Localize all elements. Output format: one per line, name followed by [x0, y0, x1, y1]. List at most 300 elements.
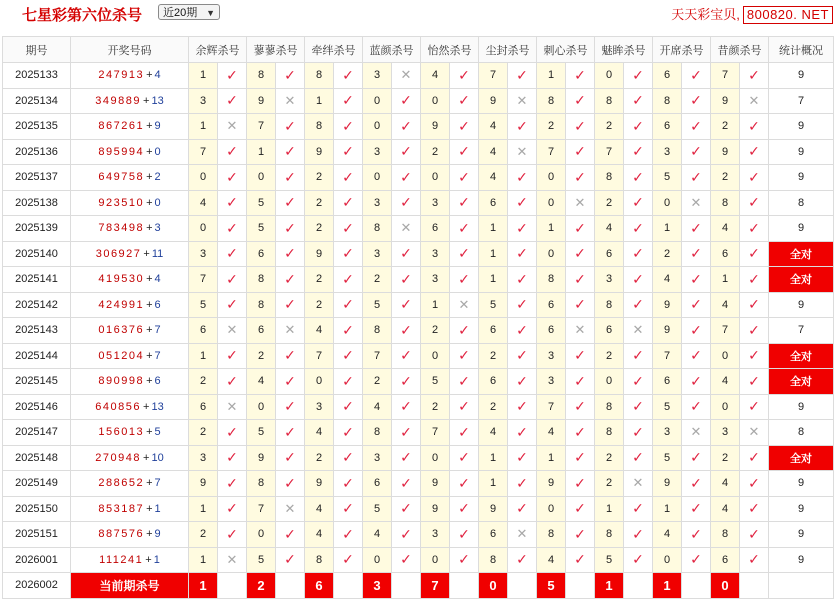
check-icon: ✓ — [624, 292, 653, 318]
kill-number: 6 — [711, 241, 740, 267]
draw-extra-number: 0 — [154, 145, 161, 158]
kill-number: 2 — [653, 241, 682, 267]
kill-number: 1 — [595, 496, 624, 522]
check-icon: ✓ — [624, 190, 653, 216]
issue-cell: 2025148 — [3, 445, 71, 471]
col-header-method: 尘封杀号 — [479, 37, 537, 63]
current-period-row — [3, 573, 834, 599]
issue-cell: 2025139 — [3, 216, 71, 242]
check-icon: ✓ — [566, 216, 595, 242]
check-icon: ✓ — [392, 267, 421, 293]
current-kill-number: 2 — [247, 573, 276, 599]
all-correct-badge: 全对 — [769, 241, 834, 267]
col-header-method: 牵绊杀号 — [305, 37, 363, 63]
draw-extra-number: 7 — [154, 349, 161, 362]
kill-number: 4 — [537, 547, 566, 573]
check-icon: ✓ — [276, 190, 305, 216]
kill-number: 2 — [479, 343, 508, 369]
kill-number: 4 — [363, 522, 392, 548]
check-icon: ✓ — [624, 216, 653, 242]
kill-number: 0 — [247, 394, 276, 420]
draw-main-numbers: 890998 — [98, 375, 145, 388]
check-icon: ✓ — [392, 190, 421, 216]
check-icon: ✓ — [392, 496, 421, 522]
check-icon: ✓ — [566, 471, 595, 497]
kill-number: 0 — [711, 343, 740, 369]
kill-number: 9 — [305, 241, 334, 267]
kill-number: 5 — [247, 420, 276, 446]
kill-number: 4 — [363, 394, 392, 420]
stat-count: 9 — [769, 522, 834, 548]
check-icon: ✓ — [566, 267, 595, 293]
check-icon: ✓ — [740, 114, 769, 140]
check-icon: ✓ — [450, 343, 479, 369]
table-row — [3, 114, 834, 140]
kill-number: 3 — [363, 241, 392, 267]
table-row — [3, 216, 834, 242]
cross-icon: ✕ — [682, 190, 711, 216]
cross-icon: ✕ — [450, 292, 479, 318]
check-icon: ✓ — [508, 496, 537, 522]
kill-number: 2 — [305, 267, 334, 293]
check-icon: ✓ — [682, 445, 711, 471]
check-icon: ✓ — [218, 88, 247, 114]
kill-number: 9 — [711, 88, 740, 114]
kill-number: 2 — [421, 139, 450, 165]
cross-icon: ✕ — [740, 420, 769, 446]
kill-number: 4 — [711, 292, 740, 318]
kill-number: 0 — [189, 216, 218, 242]
draw-numbers-cell — [71, 445, 189, 471]
kill-number: 6 — [595, 241, 624, 267]
kill-number: 2 — [421, 394, 450, 420]
plus-sign: + — [146, 196, 153, 209]
cross-icon: ✕ — [508, 88, 537, 114]
plus-sign: + — [146, 528, 153, 541]
empty-cell — [624, 573, 653, 599]
current-kill-number: 5 — [537, 573, 566, 599]
draw-numbers-cell — [71, 114, 189, 140]
check-icon: ✓ — [682, 216, 711, 242]
kill-number: 6 — [479, 190, 508, 216]
check-icon: ✓ — [566, 369, 595, 395]
kill-number: 5 — [595, 547, 624, 573]
check-icon: ✓ — [334, 267, 363, 293]
kill-number: 8 — [305, 114, 334, 140]
draw-main-numbers: 270948 — [95, 451, 142, 464]
table-row — [3, 267, 834, 293]
check-icon: ✓ — [682, 114, 711, 140]
check-icon: ✓ — [682, 139, 711, 165]
check-icon: ✓ — [276, 471, 305, 497]
kill-number: 1 — [537, 445, 566, 471]
empty-cell — [769, 573, 834, 599]
empty-cell — [392, 573, 421, 599]
kill-number: 9 — [421, 114, 450, 140]
current-kill-number: 1 — [595, 573, 624, 599]
check-icon: ✓ — [450, 88, 479, 114]
kill-number: 8 — [247, 267, 276, 293]
kill-number: 2 — [363, 369, 392, 395]
draw-extra-number: 7 — [154, 477, 161, 490]
check-icon: ✓ — [334, 547, 363, 573]
stat-count: 9 — [769, 165, 834, 191]
kill-number: 6 — [537, 318, 566, 344]
draw-main-numbers: 419530 — [98, 273, 145, 286]
check-icon: ✓ — [450, 522, 479, 548]
check-icon: ✓ — [450, 471, 479, 497]
kill-number: 8 — [479, 547, 508, 573]
period-select[interactable] — [158, 4, 220, 20]
cross-icon: ✕ — [508, 139, 537, 165]
kill-number: 4 — [711, 496, 740, 522]
check-icon: ✓ — [740, 63, 769, 89]
kill-number: 1 — [479, 216, 508, 242]
kill-number: 8 — [595, 88, 624, 114]
check-icon: ✓ — [334, 369, 363, 395]
check-icon: ✓ — [624, 63, 653, 89]
kill-number: 0 — [421, 165, 450, 191]
current-kill-number: 1 — [189, 573, 218, 599]
check-icon: ✓ — [392, 471, 421, 497]
kill-number: 5 — [653, 165, 682, 191]
issue-cell: 2025144 — [3, 343, 71, 369]
kill-number: 2 — [363, 267, 392, 293]
kill-number: 7 — [421, 420, 450, 446]
kill-number: 8 — [595, 165, 624, 191]
stat-count: 9 — [769, 471, 834, 497]
kill-number: 1 — [305, 88, 334, 114]
current-kill-label: 当前期杀号 — [71, 573, 189, 599]
check-icon: ✓ — [508, 471, 537, 497]
empty-cell — [740, 573, 769, 599]
kill-number: 4 — [653, 267, 682, 293]
cross-icon: ✕ — [218, 547, 247, 573]
kill-number: 3 — [653, 139, 682, 165]
col-header-method: 蓼蓼杀号 — [247, 37, 305, 63]
kill-number: 5 — [247, 216, 276, 242]
kill-number: 0 — [595, 369, 624, 395]
kill-number: 2 — [247, 343, 276, 369]
cross-icon: ✕ — [276, 496, 305, 522]
kill-number: 9 — [189, 471, 218, 497]
issue-cell: 2025136 — [3, 139, 71, 165]
kill-number: 0 — [421, 88, 450, 114]
check-icon: ✓ — [218, 241, 247, 267]
col-header-method: 刺心杀号 — [537, 37, 595, 63]
check-icon: ✓ — [566, 63, 595, 89]
kill-number: 4 — [479, 139, 508, 165]
kill-number: 0 — [537, 241, 566, 267]
check-icon: ✓ — [334, 318, 363, 344]
issue-cell: 2025147 — [3, 420, 71, 446]
stat-count: 9 — [769, 496, 834, 522]
cross-icon: ✕ — [508, 522, 537, 548]
kill-number: 8 — [595, 420, 624, 446]
col-header-draw: 开奖号码 — [71, 37, 189, 63]
plus-sign: + — [146, 502, 153, 515]
kill-number: 6 — [653, 114, 682, 140]
kill-number: 7 — [711, 318, 740, 344]
plus-sign: + — [146, 120, 153, 133]
kill-number: 2 — [189, 369, 218, 395]
kill-number: 3 — [363, 445, 392, 471]
check-icon: ✓ — [334, 88, 363, 114]
draw-extra-number: 4 — [154, 273, 161, 286]
table-row — [3, 292, 834, 318]
check-icon: ✓ — [624, 369, 653, 395]
col-header-method: 怡然杀号 — [421, 37, 479, 63]
draw-extra-number: 1 — [154, 502, 161, 515]
issue-cell: 2025151 — [3, 522, 71, 548]
plus-sign: + — [146, 171, 153, 184]
draw-main-numbers: 895994 — [98, 145, 145, 158]
kill-number: 6 — [479, 318, 508, 344]
check-icon: ✓ — [334, 445, 363, 471]
kill-number-table — [2, 36, 834, 599]
check-icon: ✓ — [624, 547, 653, 573]
draw-main-numbers: 783498 — [98, 222, 145, 235]
col-header-method: 开席杀号 — [653, 37, 711, 63]
kill-number: 4 — [711, 216, 740, 242]
kill-number: 8 — [247, 471, 276, 497]
draw-main-numbers: 016376 — [98, 324, 145, 337]
kill-number: 6 — [711, 547, 740, 573]
check-icon: ✓ — [276, 114, 305, 140]
current-kill-number: 0 — [479, 573, 508, 599]
kill-number: 1 — [479, 471, 508, 497]
kill-number: 1 — [479, 445, 508, 471]
cross-icon: ✕ — [392, 63, 421, 89]
kill-number: 8 — [363, 216, 392, 242]
kill-number: 5 — [653, 394, 682, 420]
draw-main-numbers: 247913 — [98, 69, 145, 82]
check-icon: ✓ — [508, 420, 537, 446]
kill-number: 8 — [711, 190, 740, 216]
check-icon: ✓ — [740, 496, 769, 522]
draw-numbers-cell — [71, 369, 189, 395]
kill-number: 0 — [363, 114, 392, 140]
check-icon: ✓ — [276, 547, 305, 573]
check-icon: ✓ — [392, 165, 421, 191]
draw-extra-number: 0 — [154, 196, 161, 209]
check-icon: ✓ — [276, 139, 305, 165]
table-row — [3, 190, 834, 216]
kill-number: 3 — [363, 63, 392, 89]
plus-sign: + — [146, 69, 153, 82]
kill-number: 4 — [711, 369, 740, 395]
issue-cell: 2025142 — [3, 292, 71, 318]
kill-number: 9 — [479, 88, 508, 114]
stat-count: 8 — [769, 190, 834, 216]
check-icon: ✓ — [450, 139, 479, 165]
table-row — [3, 496, 834, 522]
current-kill-number: 3 — [363, 573, 392, 599]
check-icon: ✓ — [450, 394, 479, 420]
kill-number: 0 — [363, 88, 392, 114]
check-icon: ✓ — [566, 139, 595, 165]
stat-count: 7 — [769, 88, 834, 114]
kill-number: 7 — [479, 63, 508, 89]
table-row — [3, 165, 834, 191]
draw-numbers-cell — [71, 190, 189, 216]
check-icon: ✓ — [624, 241, 653, 267]
draw-extra-number: 13 — [151, 94, 164, 107]
issue-cell: 2025133 — [3, 63, 71, 89]
kill-number: 9 — [305, 471, 334, 497]
brand — [671, 4, 833, 24]
kill-number: 0 — [711, 394, 740, 420]
check-icon: ✓ — [276, 394, 305, 420]
kill-number: 7 — [537, 394, 566, 420]
check-icon: ✓ — [508, 241, 537, 267]
check-icon: ✓ — [392, 88, 421, 114]
check-icon: ✓ — [740, 241, 769, 267]
table-row — [3, 394, 834, 420]
check-icon: ✓ — [276, 165, 305, 191]
kill-number: 9 — [711, 139, 740, 165]
kill-number: 8 — [537, 88, 566, 114]
table-row — [3, 139, 834, 165]
check-icon: ✓ — [218, 216, 247, 242]
check-icon: ✓ — [740, 216, 769, 242]
check-icon: ✓ — [450, 547, 479, 573]
col-header-issue: 期号 — [3, 37, 71, 63]
check-icon: ✓ — [218, 445, 247, 471]
check-icon: ✓ — [392, 318, 421, 344]
kill-number: 4 — [189, 190, 218, 216]
draw-numbers-cell — [71, 139, 189, 165]
kill-number: 8 — [305, 547, 334, 573]
chevron-down-icon: ▼ — [206, 8, 215, 18]
col-header-method: 余辉杀号 — [189, 37, 247, 63]
draw-numbers-cell — [71, 216, 189, 242]
check-icon: ✓ — [392, 420, 421, 446]
check-icon: ✓ — [566, 343, 595, 369]
kill-number: 2 — [537, 114, 566, 140]
kill-number: 5 — [653, 445, 682, 471]
kill-number: 8 — [595, 394, 624, 420]
draw-main-numbers: 051204 — [98, 349, 145, 362]
draw-main-numbers: 288652 — [98, 477, 145, 490]
check-icon: ✓ — [682, 522, 711, 548]
table-header — [3, 37, 834, 63]
check-icon: ✓ — [218, 139, 247, 165]
page-title: 七星彩第六位杀号 — [22, 7, 143, 24]
table-row — [3, 369, 834, 395]
kill-number: 3 — [421, 190, 450, 216]
cross-icon: ✕ — [218, 318, 247, 344]
check-icon: ✓ — [682, 63, 711, 89]
check-icon: ✓ — [218, 267, 247, 293]
kill-number: 4 — [247, 369, 276, 395]
cross-icon: ✕ — [218, 114, 247, 140]
kill-number: 3 — [711, 420, 740, 446]
check-icon: ✓ — [566, 394, 595, 420]
stat-count: 7 — [769, 318, 834, 344]
check-icon: ✓ — [276, 369, 305, 395]
kill-number: 7 — [363, 343, 392, 369]
kill-number: 6 — [247, 241, 276, 267]
draw-main-numbers: 887576 — [98, 528, 145, 541]
check-icon: ✓ — [566, 496, 595, 522]
plus-sign: + — [145, 553, 152, 566]
issue-cell: 2025146 — [3, 394, 71, 420]
check-icon: ✓ — [682, 165, 711, 191]
kill-number: 6 — [189, 394, 218, 420]
check-icon: ✓ — [450, 318, 479, 344]
kill-number: 3 — [595, 267, 624, 293]
kill-number: 4 — [305, 496, 334, 522]
issue-cell: 2025134 — [3, 88, 71, 114]
check-icon: ✓ — [624, 343, 653, 369]
check-icon: ✓ — [450, 216, 479, 242]
kill-number: 2 — [479, 394, 508, 420]
draw-extra-number: 13 — [151, 400, 164, 413]
check-icon: ✓ — [508, 547, 537, 573]
draw-main-numbers: 306927 — [95, 247, 142, 260]
issue-cell: 2025143 — [3, 318, 71, 344]
kill-number: 9 — [653, 318, 682, 344]
check-icon: ✓ — [334, 63, 363, 89]
kill-number: 3 — [653, 420, 682, 446]
kill-number: 2 — [595, 343, 624, 369]
check-icon: ✓ — [508, 394, 537, 420]
check-icon: ✓ — [450, 420, 479, 446]
kill-number: 2 — [189, 522, 218, 548]
kill-number: 9 — [479, 496, 508, 522]
brand-site-link[interactable]: 800820. NET — [743, 6, 833, 24]
plus-sign: + — [146, 145, 153, 158]
check-icon: ✓ — [624, 420, 653, 446]
table-row — [3, 522, 834, 548]
empty-cell — [334, 573, 363, 599]
kill-number: 1 — [537, 216, 566, 242]
kill-number: 7 — [305, 343, 334, 369]
plus-sign: + — [146, 426, 153, 439]
kill-number: 8 — [537, 522, 566, 548]
check-icon: ✓ — [276, 445, 305, 471]
check-icon: ✓ — [566, 522, 595, 548]
check-icon: ✓ — [682, 547, 711, 573]
check-icon: ✓ — [566, 292, 595, 318]
check-icon: ✓ — [334, 139, 363, 165]
kill-number: 2 — [189, 420, 218, 446]
issue-cell: 2025145 — [3, 369, 71, 395]
cross-icon: ✕ — [566, 190, 595, 216]
check-icon: ✓ — [740, 471, 769, 497]
check-icon: ✓ — [450, 241, 479, 267]
check-icon: ✓ — [450, 496, 479, 522]
check-icon: ✓ — [334, 522, 363, 548]
kill-number: 2 — [595, 445, 624, 471]
check-icon: ✓ — [334, 343, 363, 369]
kill-number: 5 — [189, 292, 218, 318]
check-icon: ✓ — [682, 394, 711, 420]
stat-count: 9 — [769, 63, 834, 89]
draw-main-numbers: 853187 — [98, 502, 145, 515]
check-icon: ✓ — [450, 114, 479, 140]
check-icon: ✓ — [682, 241, 711, 267]
check-icon: ✓ — [566, 547, 595, 573]
kill-number: 6 — [363, 471, 392, 497]
check-icon: ✓ — [334, 292, 363, 318]
kill-number: 7 — [247, 114, 276, 140]
kill-number: 6 — [479, 522, 508, 548]
stat-count: 9 — [769, 139, 834, 165]
all-correct-badge: 全对 — [769, 369, 834, 395]
col-header-stats: 统计概况 — [769, 37, 834, 63]
